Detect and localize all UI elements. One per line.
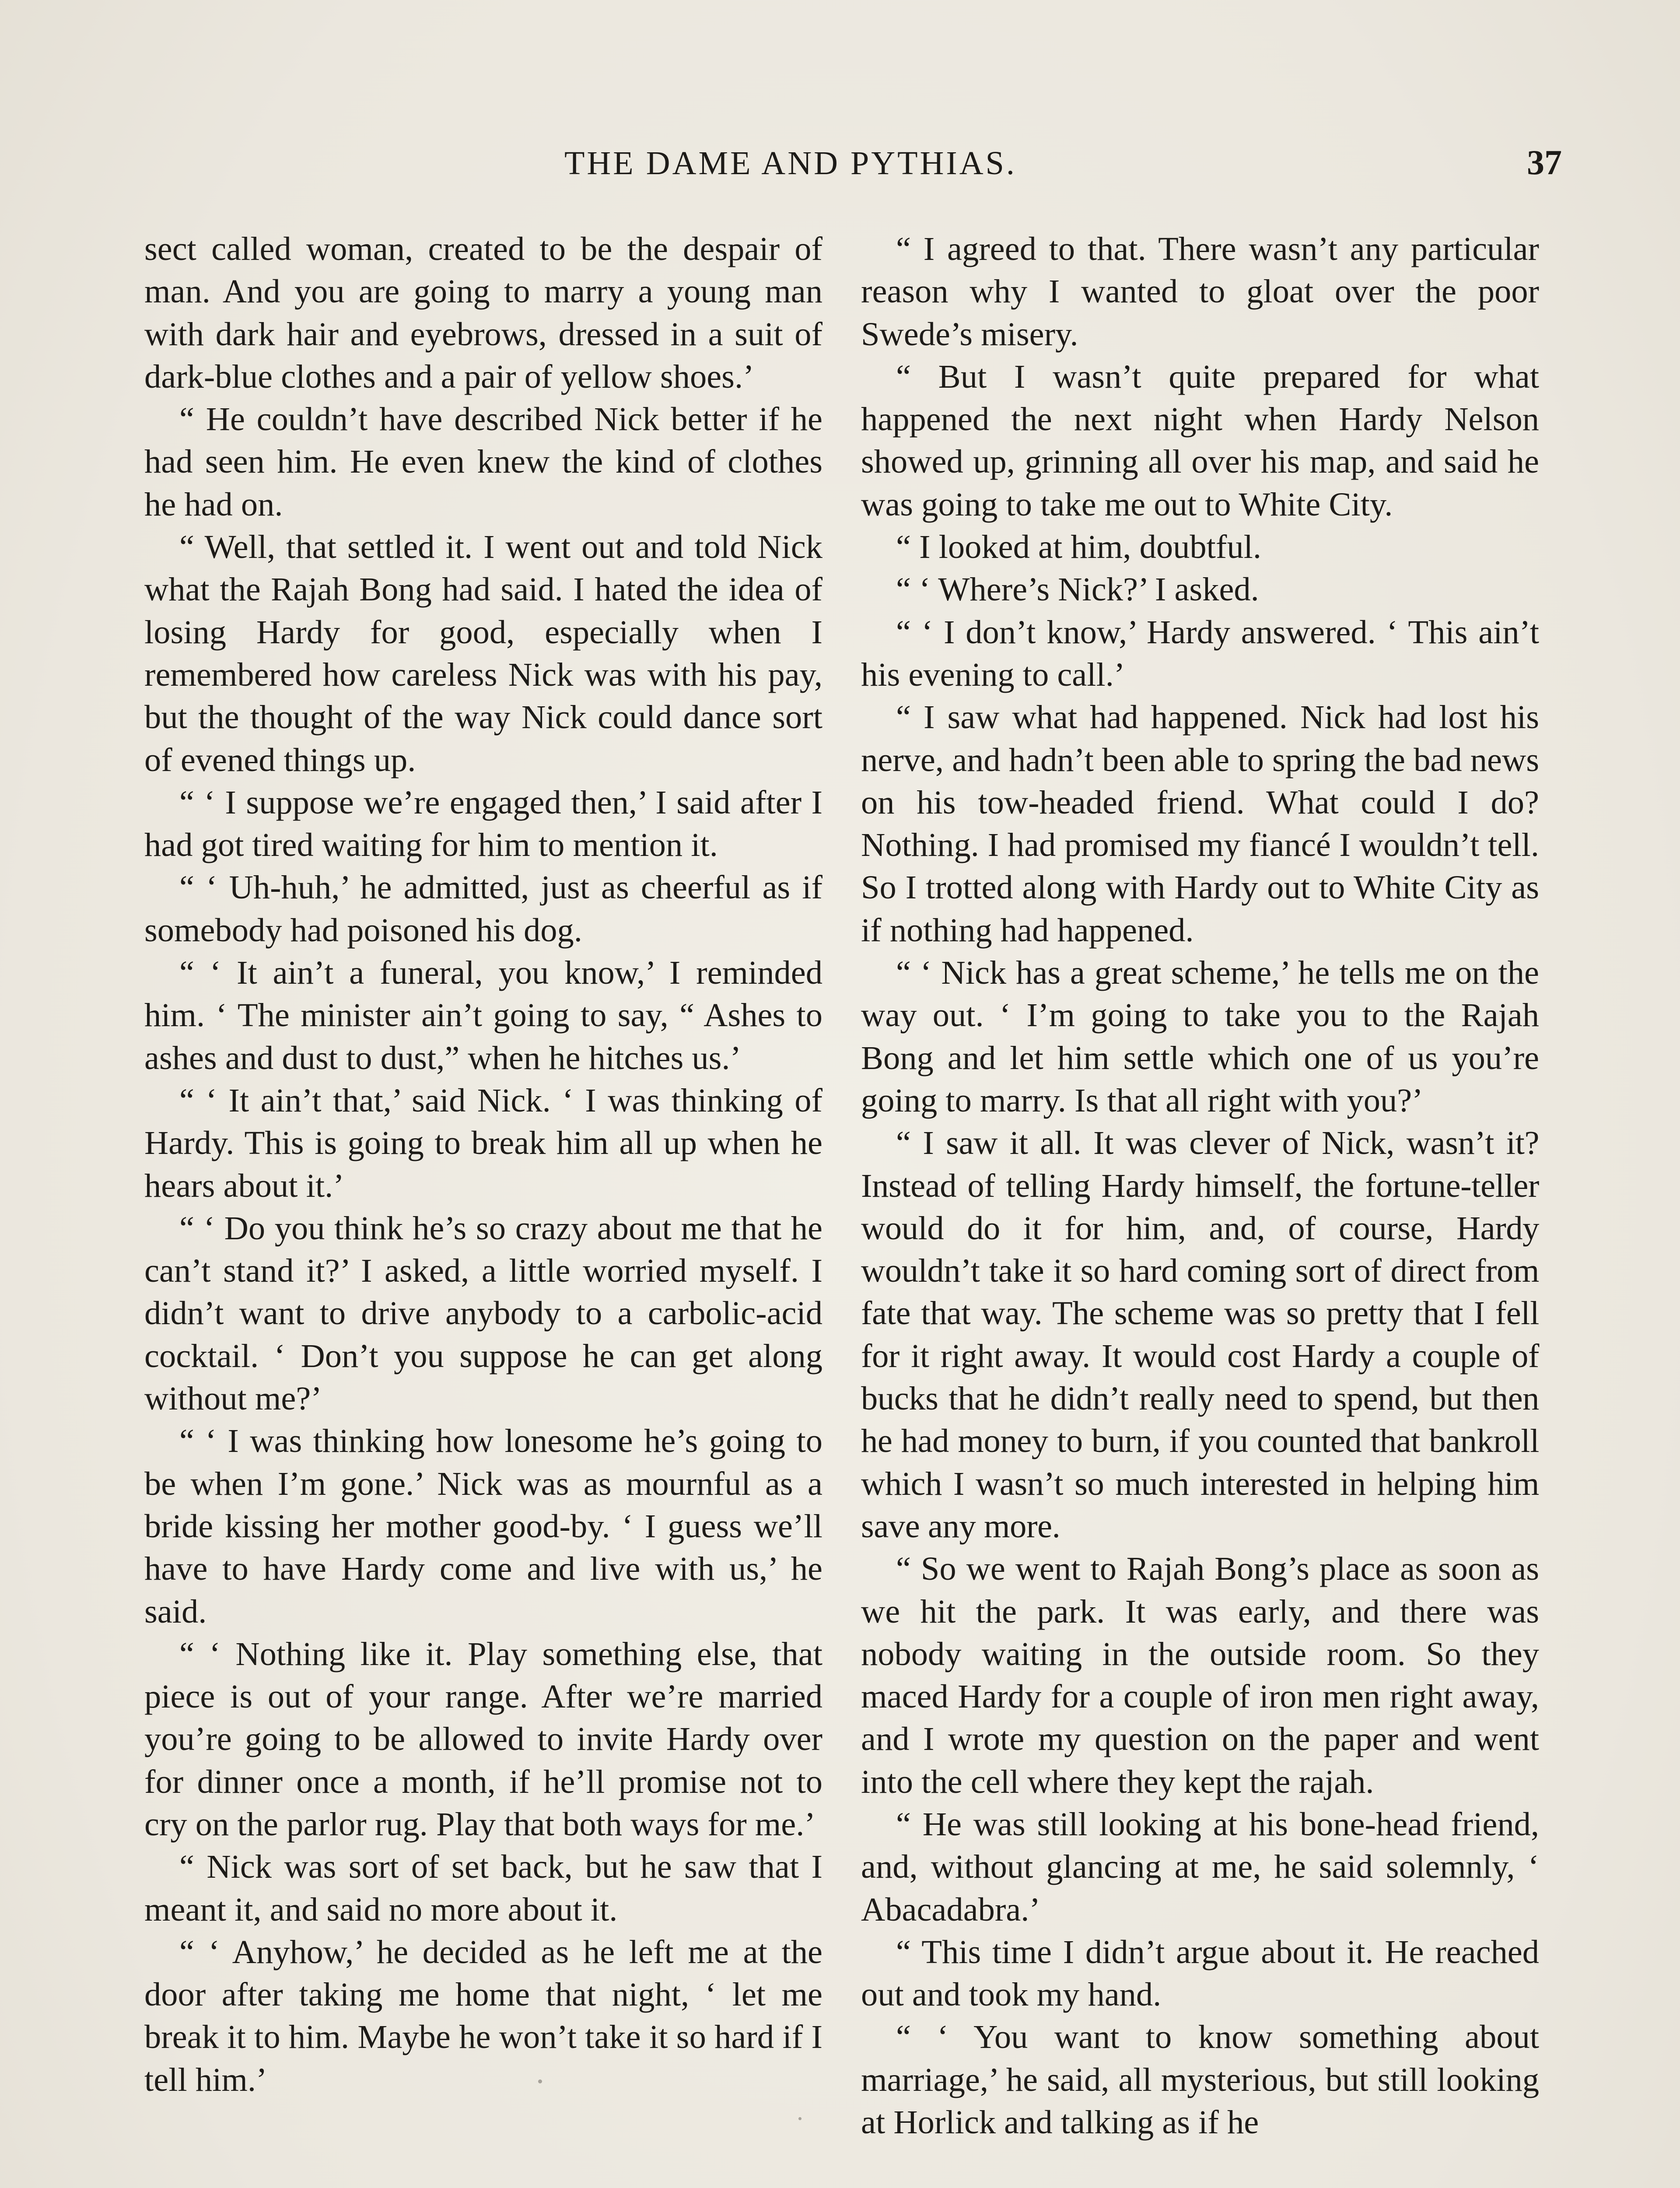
paragraph: “ ‘ Nick has a great scheme,’ he tells me on the way out. ‘ I’m going to take you to the Rajah Bong and let him settle which one of us you’re going to marry. Is that all right with you?’ [861,954,1539,1119]
paragraph: “ ‘ I don’t know,’ Hardy answered. ‘ This ain’t his evening to call.’ [861,613,1539,693]
running-head: THE DAME AND PYTHIAS. [564,145,1017,182]
paragraph: “ ‘ I was thinking how lonesome he’s going to be when I’m gone.’ Nick was as mournful as a bride kissing her mother good-by. ‘ I guess we’ll have to have Hardy come and live with us,’ he said. [144,1422,822,1630]
paragraph: “ ‘ You want to know something about marriage,’ he said, all mysterious, but still looking at Horlick and talking as if he [861,2018,1539,2141]
paragraph: “ ‘ Do you think he’s so crazy about me that he can’t stand it?’ I asked, a little worried myself. I didn’t want to drive anybody to a carbolic-acid cocktail. ‘ Don’t you suppose he can get along without me?’ [144,1209,822,1417]
paper-speck [538,2079,542,2083]
paragraph: “ ‘ It ain’t a funeral, you know,’ I reminded him. ‘ The minister ain’t going to say, “ Ashes to ashes and dust to dust,” when he hitches us.’ [144,954,822,1076]
paragraph: “ I saw what had happened. Nick had lost his nerve, and hadn’t been able to spring the bad news on his tow-headed friend. What could I do? Nothing. I had promised my fiancé I wouldn’t tell. So I trotted along with Hardy out to White City as if nothing had happened. [861,698,1539,949]
paragraph: “ I agreed to that. There wasn’t any particular reason why I wanted to gloat over the poor Swede’s misery. [861,230,1539,353]
paragraph: “ But I wasn’t quite prepared for what happened the next night when Hardy Nelson showed up, grinning all over his map, and said he was going to take me out to White City. [861,358,1539,523]
paragraph: “ He couldn’t have described Nick better if he had seen him. He even knew the kind of clothes he had on. [144,400,822,523]
right-column [861,228,1539,2143]
paragraph: “ I saw it all. It was clever of Nick, wasn’t it? Instead of telling Hardy himself, the fortune-teller would do it for him, and, of course, Hardy wouldn’t take it so hard coming sort of direct from fate that way. The scheme was so pretty that I fell for it right away. It would cost Hardy a couple of bucks that he didn’t really need to spend, but then he had money to burn, if you counted that bankroll which I wasn’t so much interested in helping him save any more. [861,1124,1539,1545]
page-number: 37 [1527,144,1562,182]
paragraph: “ ‘ It ain’t that,’ said Nick. ‘ I was thinking of Hardy. This is going to break him all up when he hears about it.’ [144,1081,822,1204]
left-column [144,228,822,2101]
paragraph: “ I looked at him, doubtful. [896,528,1261,566]
paragraph: “ So we went to Rajah Bong’s place as soon as we hit the park. It was early, and there was nobody waiting in the outside room. So they maced Hardy for a couple of iron men right away, and I wrote my question on the paper and went into the cell where they kept the rajah. [861,1550,1539,1800]
paragraph: “ Well, that settled it. I went out and told Nick what the Rajah Bong had said. I hated the idea of losing Hardy for good, especially when I remembered how careless Nick was with his pay, but the thought of the way Nick could dance sort of evened things up. [144,528,822,778]
paragraph: “ ‘ I suppose we’re engaged then,’ I said after I had got tired waiting for him to mention it. [144,783,822,864]
paragraph: “ ‘ Anyhow,’ he decided as he left me at the door after taking me home that night, ‘ let me break it to him. Maybe he won’t take it so hard if I tell him.’ [144,1933,822,2098]
paper-speck [798,2117,802,2120]
paragraph: “ He was still looking at his bone-head friend, and, without glancing at me, he said solemnly, ‘ Abacadabra.’ [861,1805,1539,1928]
paragraph: “ Nick was sort of set back, but he saw that I meant it, and said no more about it. [144,1848,822,1928]
paragraph: “ ‘ Nothing like it. Play something else, that piece is out of your range. After we’re married you’re going to be allowed to invite Hardy over for dinner once a month, if he’ll promise not to cry on the parlor rug. Play that both ways for me.’ [144,1635,822,1843]
paragraph: “ ‘ Where’s Nick?’ I asked. [896,571,1259,608]
paragraph: sect called woman, created to be the despair of man. And you are going to marry a young man with dark hair and eyebrows, dressed in a suit of dark-blue clothes and a pair of yellow shoes.’ [144,230,822,395]
paragraph: “ ‘ Uh-huh,’ he admitted, just as cheerful as if somebody had poisoned his dog. [144,869,822,949]
paragraph: “ This time I didn’t argue about it. He reached out and took my hand. [861,1933,1539,2013]
